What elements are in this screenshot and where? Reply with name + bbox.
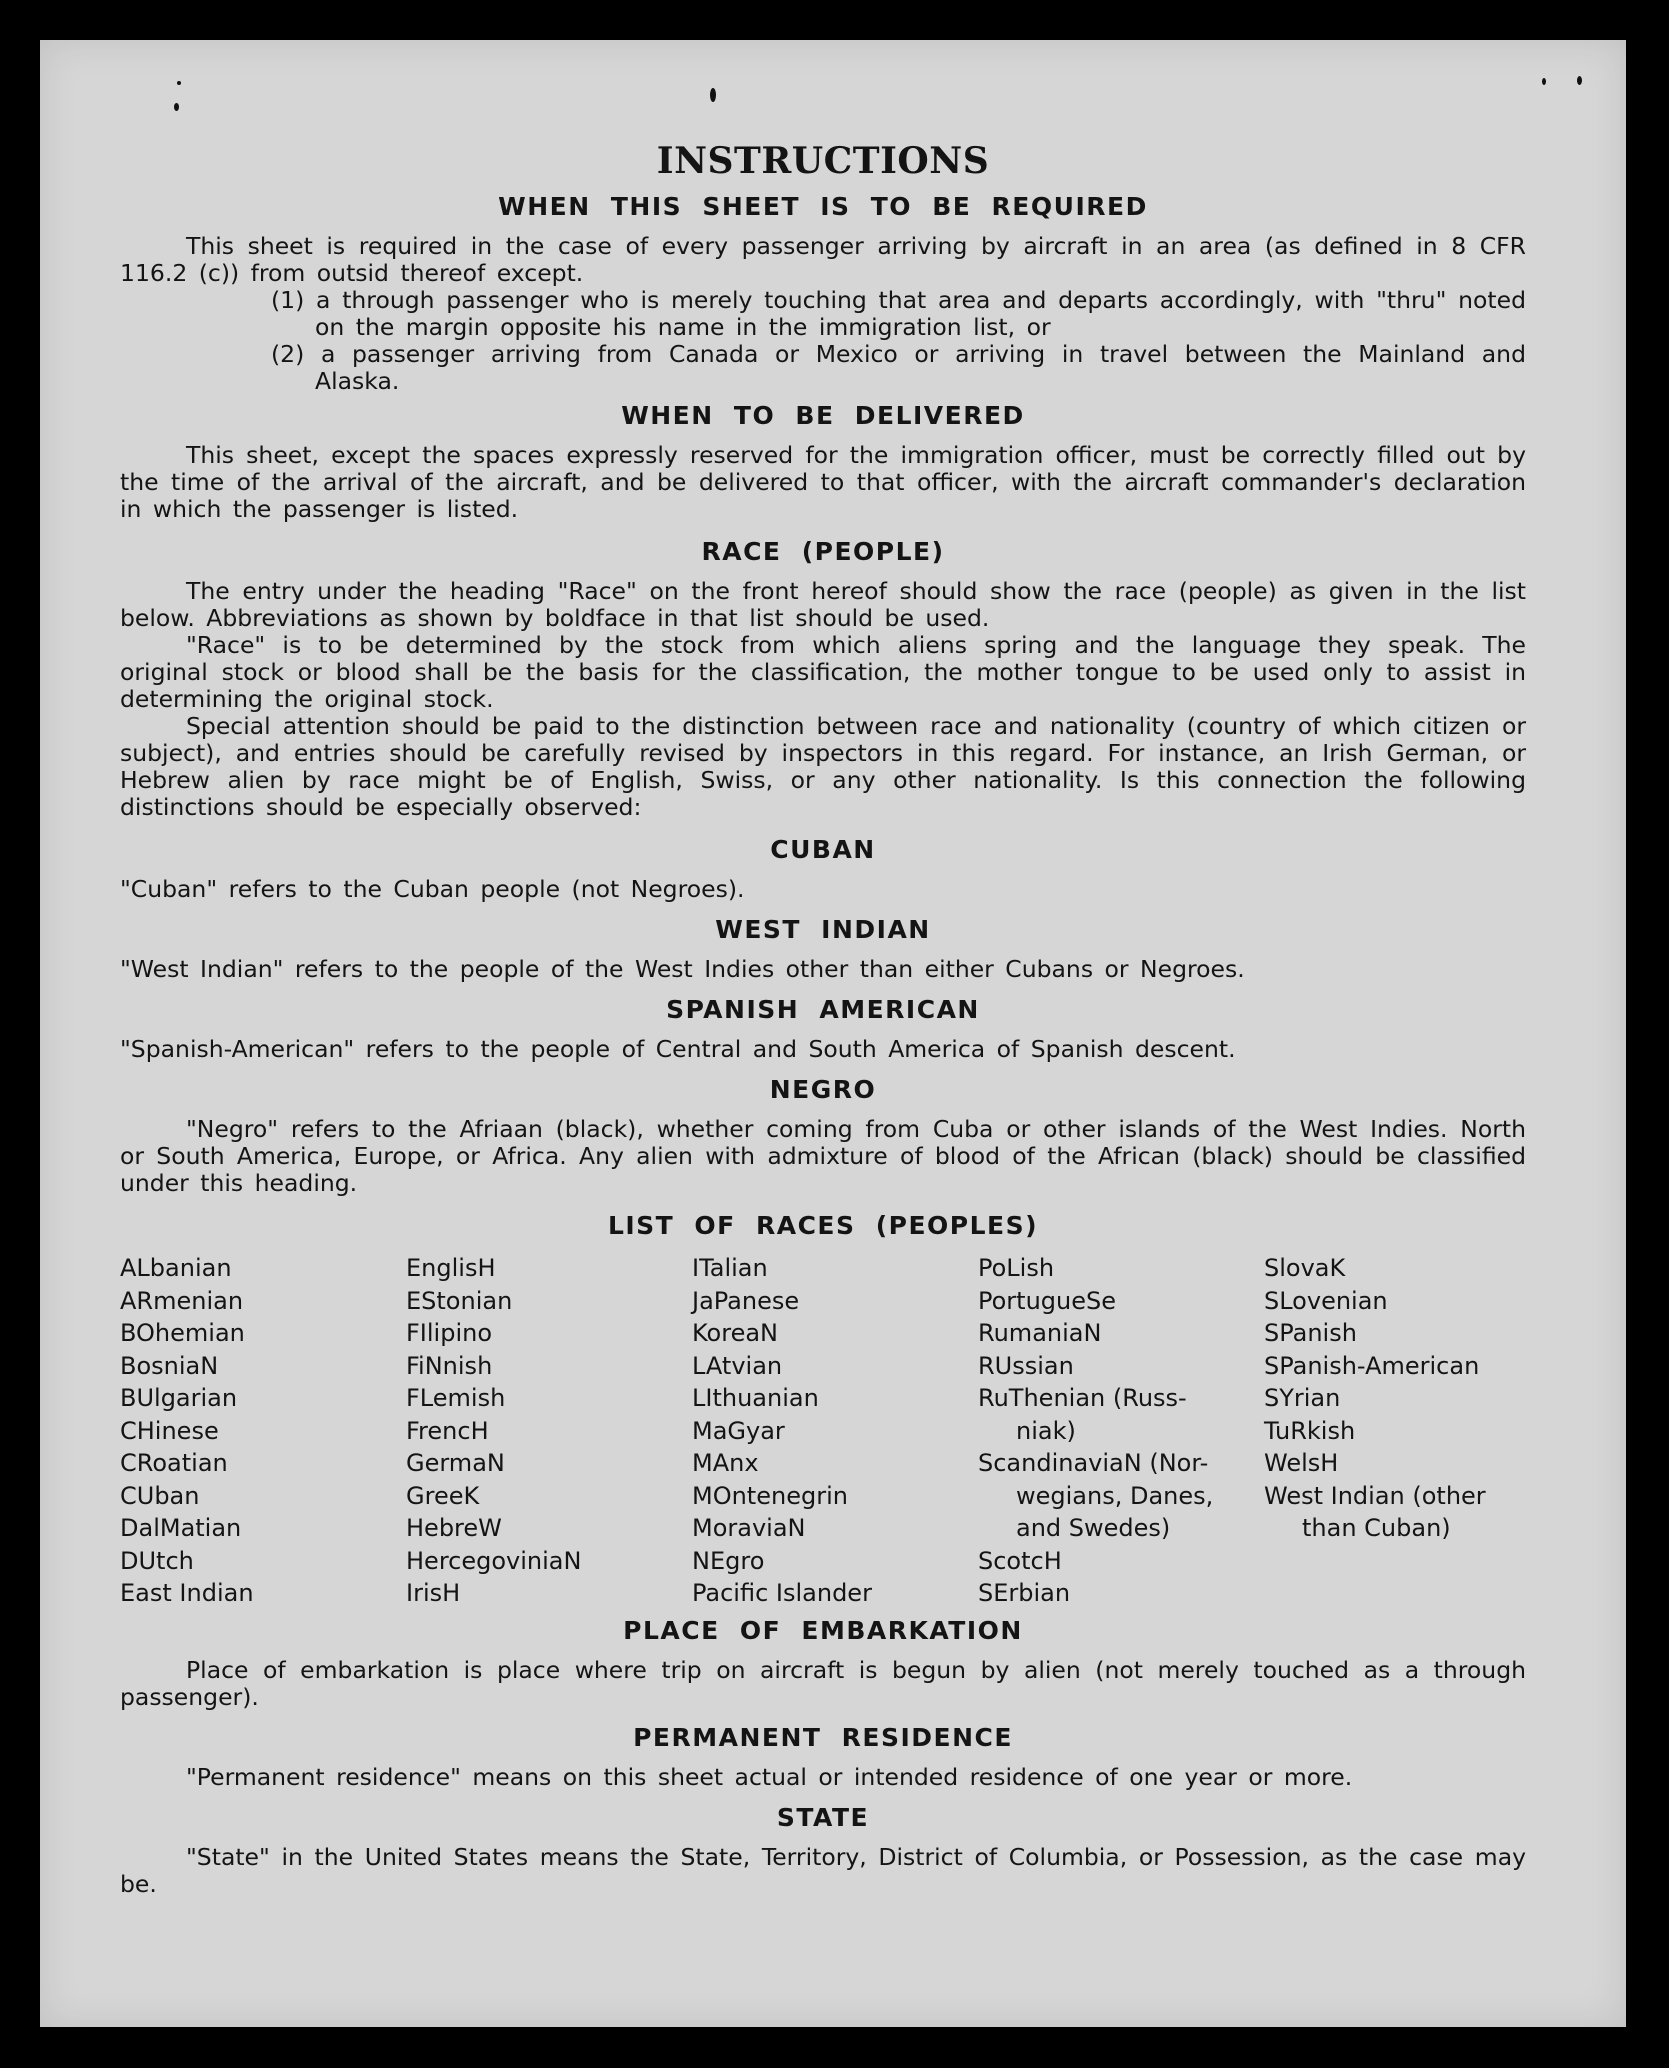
- races-column-3: [692, 1252, 978, 1610]
- section-heading-when-delivered: WHEN TO BE DELIVERED: [621, 401, 1025, 430]
- race-entry: LAtvian: [692, 1351, 783, 1380]
- state-text: "State" in the United States means the State, Territory, District of Columbia, or Possession, as the case may be.: [120, 1842, 1526, 1898]
- race-entry: SErbian: [978, 1579, 1071, 1607]
- race-entry: DalMatian: [120, 1514, 242, 1542]
- race-entry: GreeK: [406, 1481, 480, 1510]
- race-paragraph-2: "Race" is to be determined by the stock from which aliens spring and the language they speak. The original stock or blood shall be the basis for the classification, the mother tongue to be used only to assist in determining the original stock.: [120, 631, 1526, 713]
- race-entry: FLemish: [406, 1384, 506, 1412]
- race-entry: DUtch: [120, 1546, 194, 1575]
- race-entry: BosniaN: [120, 1351, 219, 1380]
- race-entry: ITalian: [692, 1254, 768, 1282]
- scan-speck: [1577, 76, 1582, 85]
- race-entry: ScotcH: [978, 1546, 1062, 1575]
- race-entry: BUlgarian: [120, 1384, 238, 1412]
- race-entry: RUssian: [978, 1351, 1074, 1380]
- race-entry: PoLish: [978, 1254, 1055, 1282]
- races-list: [120, 1252, 1526, 1610]
- section-heading-west-indian: WEST INDIAN: [715, 915, 931, 944]
- races-column-4: [978, 1252, 1264, 1610]
- race-entry: SPanish-American: [1264, 1351, 1480, 1380]
- section-heading-when-required: WHEN THIS SHEET IS TO BE REQUIRED: [498, 192, 1148, 221]
- scan-speck: [1542, 78, 1546, 85]
- when-delivered-text: This sheet, except the spaces expressly reserved for the immigration officer, must be correctly filled out by the time of the arrival of the aircraft, and be delivered to that officer, with the aircraft commander's declaration in which the passenger is listed.: [120, 441, 1526, 523]
- race-entry: RumaniaN: [978, 1319, 1102, 1347]
- page-title: INSTRUCTIONS: [656, 140, 990, 182]
- races-column-1: [120, 1252, 406, 1610]
- race-entry: HebreW: [406, 1514, 502, 1542]
- race-entry: CRoatian: [120, 1449, 228, 1477]
- section-heading-embarkation: PLACE OF EMBARKATION: [623, 1615, 1023, 1645]
- section-heading-race: RACE (PEOPLE): [701, 537, 945, 566]
- race-entry-continuation: and Swedes): [1016, 1514, 1171, 1542]
- embarkation-text: Place of embarkation is place where trip on aircraft is begun by alien (not merely touched as a through passenger).: [120, 1655, 1526, 1711]
- permanent-residence-text: "Permanent residence" means on this sheet actual or intended residence of one year or more.: [186, 1762, 1353, 1791]
- race-entry: KoreaN: [692, 1319, 778, 1347]
- race-entry: SPanish: [1264, 1319, 1357, 1347]
- when-required-text: This sheet is required in the case of every passenger arriving by aircraft in an area (as defined in 8 CFR 116.2 (c)) from outsid thereof except.: [120, 232, 1526, 287]
- exception-item-2: (2) a passenger arriving from Canada or Mexico or arriving in travel between the Mainland and Alaska.: [271, 340, 1526, 395]
- instructions-content: [120, 140, 1526, 1898]
- race-entry: GermaN: [406, 1449, 505, 1477]
- race-entry: Pacific Islander: [692, 1579, 872, 1607]
- race-entry: MAnx: [692, 1449, 759, 1477]
- race-entry: JaPanese: [692, 1286, 800, 1315]
- race-entry: MaGyar: [692, 1416, 785, 1445]
- race-paragraph-1: The entry under the heading "Race" on the front hereof should show the race (people) as given in the list below. Abbreviations as shown by boldface in that list should be used.: [120, 577, 1526, 632]
- scan-speck: [174, 103, 179, 111]
- race-entry: EStonian: [406, 1286, 513, 1315]
- race-entry: MOntenegrin: [692, 1481, 848, 1510]
- race-entry: TuRkish: [1264, 1416, 1356, 1445]
- race-entry: CHinese: [120, 1416, 219, 1445]
- negro-text: "Negro" refers to the Afriaan (black), whether coming from Cuba or other islands of the West Indies. North or South America, Europe, or Africa. Any alien with admixture of blood of the African (black) should be classified under this heading.: [120, 1115, 1526, 1197]
- race-entry: SYrian: [1264, 1384, 1341, 1412]
- race-entry: PortugueSe: [978, 1286, 1116, 1315]
- section-heading-negro: NEGRO: [769, 1075, 877, 1104]
- section-heading-cuban: CUBAN: [770, 835, 876, 864]
- scan-speck: [710, 88, 716, 102]
- race-entry-continuation: than Cuban): [1302, 1514, 1451, 1542]
- race-entry: SlovaK: [1264, 1254, 1346, 1282]
- race-entry: RuThenian (Russ-: [978, 1384, 1187, 1412]
- section-heading-state: STATE: [776, 1802, 870, 1832]
- race-entry: FIlipino: [406, 1319, 493, 1347]
- races-column-2: [406, 1252, 692, 1610]
- section-heading-permanent-residence: PERMANENT RESIDENCE: [633, 1722, 1013, 1752]
- cuban-text: "Cuban" refers to the Cuban people (not Negroes).: [120, 875, 745, 903]
- race-entry: EnglisH: [406, 1254, 496, 1282]
- race-entry: WelsH: [1264, 1449, 1339, 1477]
- document-page: [40, 40, 1626, 2027]
- race-entry: IrisH: [406, 1579, 461, 1607]
- race-entry: NEgro: [692, 1546, 765, 1575]
- race-entry: MoraviaN: [692, 1514, 806, 1542]
- race-entry: ARmenian: [120, 1286, 244, 1315]
- race-entry: ScandinaviaN (Nor-: [978, 1449, 1209, 1477]
- race-entry: East Indian: [120, 1579, 254, 1607]
- section-heading-spanish-american: SPANISH AMERICAN: [666, 995, 980, 1024]
- race-entry: CUban: [120, 1481, 200, 1510]
- race-paragraph-3: Special attention should be paid to the distinction between race and nationality (country of which citizen or subject), and entries should be carefully revised by inspectors in this regard. For instance, an Irish German, or Hebrew alien by race might be of English, Swiss, or any other nationality. Is this connection the following distinctions should be especially observed:: [120, 712, 1526, 821]
- race-entry: ALbanian: [120, 1254, 232, 1282]
- races-column-5: [1264, 1252, 1526, 1610]
- race-entry: West Indian (other: [1264, 1481, 1486, 1510]
- exception-item-1: (1) a through passenger who is merely touching that area and departs accordingly, with "thru" noted on the margin opposite his name in the immigration list, or: [271, 286, 1526, 341]
- race-entry: FiNnish: [406, 1351, 493, 1380]
- race-entry: LIthuanian: [692, 1384, 819, 1412]
- race-entry: HercegoviniaN: [406, 1546, 582, 1575]
- race-entry-continuation: niak): [1016, 1416, 1076, 1445]
- race-entry: SLovenian: [1264, 1286, 1388, 1315]
- west-indian-text: "West Indian" refers to the people of the West Indies other than either Cubans or Negroes.: [120, 955, 1245, 983]
- scan-speck: [177, 81, 181, 85]
- race-entry: FrencH: [406, 1416, 489, 1445]
- race-entry: BOhemian: [120, 1319, 245, 1347]
- spanish-american-text: "Spanish-American" refers to the people of Central and South America of Spanish descent.: [120, 1035, 1236, 1063]
- section-heading-list-of-races: LIST OF RACES (PEOPLES): [607, 1211, 1039, 1240]
- race-entry-continuation: wegians, Danes,: [1016, 1481, 1214, 1510]
